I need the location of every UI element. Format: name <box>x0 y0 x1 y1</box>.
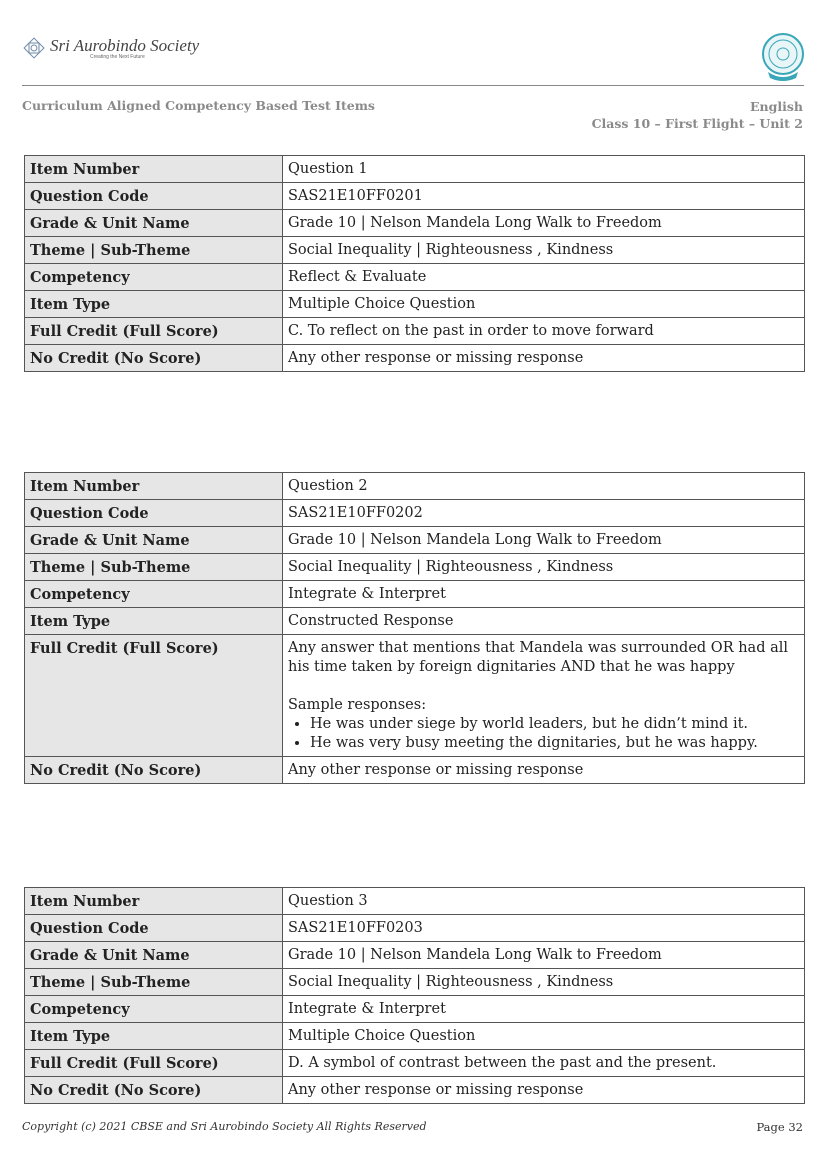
grade-unit-label: Grade & Unit Name <box>25 527 283 554</box>
question-code-label: Question Code <box>25 915 283 942</box>
item-number-value: Question 2 <box>283 473 805 500</box>
theme-label: Theme | Sub-Theme <box>25 554 283 581</box>
table-row <box>25 996 805 1023</box>
competency-value: Integrate & Interpret <box>283 996 805 1023</box>
list-item: • He was under siege by world leaders, but he didn’t mind it. <box>310 715 799 734</box>
question-code-label: Question Code <box>25 500 283 527</box>
table-row <box>25 969 805 996</box>
header-divider <box>22 85 804 86</box>
table-row <box>25 942 805 969</box>
table-row <box>25 635 805 757</box>
class-unit: Class 10 – First Flight – Unit 2 <box>591 116 803 131</box>
table-row <box>25 345 805 372</box>
full-credit-text: Any answer that mentions that Mandela was surrounded OR had all his time taken by foreign dignitaries AND that he was happy <box>288 640 789 675</box>
question-code-label: Question Code <box>25 183 283 210</box>
question-code-value: SAS21E10FF0201 <box>283 183 805 210</box>
cbse-seal <box>760 32 806 86</box>
item-number-label: Item Number <box>25 473 283 500</box>
table-row <box>25 264 805 291</box>
grade-unit-value: Grade 10 | Nelson Mandela Long Walk to Freedom <box>283 527 805 554</box>
subject-info <box>592 98 803 132</box>
theme-label: Theme | Sub-Theme <box>25 969 283 996</box>
no-credit-value: Any other response or missing response <box>283 757 805 784</box>
item-type-label: Item Type <box>25 1023 283 1050</box>
theme-value: Social Inequality | Righteousness , Kindness <box>283 969 805 996</box>
grade-unit-value: Grade 10 | Nelson Mandela Long Walk to Freedom <box>283 942 805 969</box>
item-type-value: Multiple Choice Question <box>283 291 805 318</box>
competency-value: Reflect & Evaluate <box>283 264 805 291</box>
table-row <box>25 291 805 318</box>
no-credit-label: No Credit (No Score) <box>25 1077 283 1104</box>
logo-tagline: Creating the Next Future <box>90 53 145 60</box>
document-title: Curriculum Aligned Competency Based Test Items <box>22 98 375 113</box>
table-row <box>25 473 805 500</box>
item-table-2 <box>24 472 805 784</box>
item-type-value: Constructed Response <box>283 608 805 635</box>
competency-label: Competency <box>25 581 283 608</box>
table-row <box>25 608 805 635</box>
no-credit-value: Any other response or missing response <box>283 345 805 372</box>
table-row <box>25 581 805 608</box>
no-credit-label: No Credit (No Score) <box>25 757 283 784</box>
competency-label: Competency <box>25 996 283 1023</box>
table-row <box>25 237 805 264</box>
full-credit-label: Full Credit (Full Score) <box>25 1050 283 1077</box>
full-credit-value <box>283 635 805 757</box>
theme-label: Theme | Sub-Theme <box>25 237 283 264</box>
table-row <box>25 888 805 915</box>
sample-heading: Sample responses: <box>288 697 427 713</box>
full-credit-label: Full Credit (Full Score) <box>25 318 283 345</box>
table-row <box>25 500 805 527</box>
question-code-value: SAS21E10FF0202 <box>283 500 805 527</box>
page-number: Page 32 <box>756 1120 803 1134</box>
table-row <box>25 554 805 581</box>
item-table-1 <box>24 155 805 372</box>
item-number-value: Question 3 <box>283 888 805 915</box>
table-row <box>25 183 805 210</box>
cbse-seal-icon <box>760 32 806 82</box>
theme-value: Social Inequality | Righteousness , Kindness <box>283 554 805 581</box>
list-item: • He was very busy meeting the dignitaries, but he was happy. <box>310 734 799 753</box>
table-row <box>25 1050 805 1077</box>
sas-logo <box>22 36 199 60</box>
no-credit-label: No Credit (No Score) <box>25 345 283 372</box>
table-row <box>25 527 805 554</box>
table-row <box>25 1023 805 1050</box>
item-number-label: Item Number <box>25 156 283 183</box>
table-row <box>25 156 805 183</box>
table-row <box>25 210 805 237</box>
copyright-notice: Copyright (c) 2021 CBSE and Sri Aurobindo Society All Rights Reserved <box>22 1120 427 1133</box>
spacer <box>288 677 799 696</box>
subject: English <box>750 99 803 114</box>
grade-unit-value: Grade 10 | Nelson Mandela Long Walk to Freedom <box>283 210 805 237</box>
table-row <box>25 1077 805 1104</box>
no-credit-value: Any other response or missing response <box>283 1077 805 1104</box>
item-number-label: Item Number <box>25 888 283 915</box>
logo-name: Sri Aurobindo Society <box>50 35 200 55</box>
table-row <box>25 915 805 942</box>
item-type-label: Item Type <box>25 291 283 318</box>
item-type-label: Item Type <box>25 608 283 635</box>
question-code-value: SAS21E10FF0203 <box>283 915 805 942</box>
theme-value: Social Inequality | Righteousness , Kindness <box>283 237 805 264</box>
item-table-3 <box>24 887 805 1104</box>
grade-unit-label: Grade & Unit Name <box>25 942 283 969</box>
item-number-value: Question 1 <box>283 156 805 183</box>
grade-unit-label: Grade & Unit Name <box>25 210 283 237</box>
full-credit-value: C. To reflect on the past in order to move forward <box>283 318 805 345</box>
full-credit-label: Full Credit (Full Score) <box>25 635 283 757</box>
table-row <box>25 757 805 784</box>
sample-list <box>288 715 799 753</box>
item-type-value: Multiple Choice Question <box>283 1023 805 1050</box>
table-row <box>25 318 805 345</box>
full-credit-value: D. A symbol of contrast between the past and the present. <box>283 1050 805 1077</box>
sas-emblem-icon <box>22 36 46 60</box>
competency-label: Competency <box>25 264 283 291</box>
competency-value: Integrate & Interpret <box>283 581 805 608</box>
